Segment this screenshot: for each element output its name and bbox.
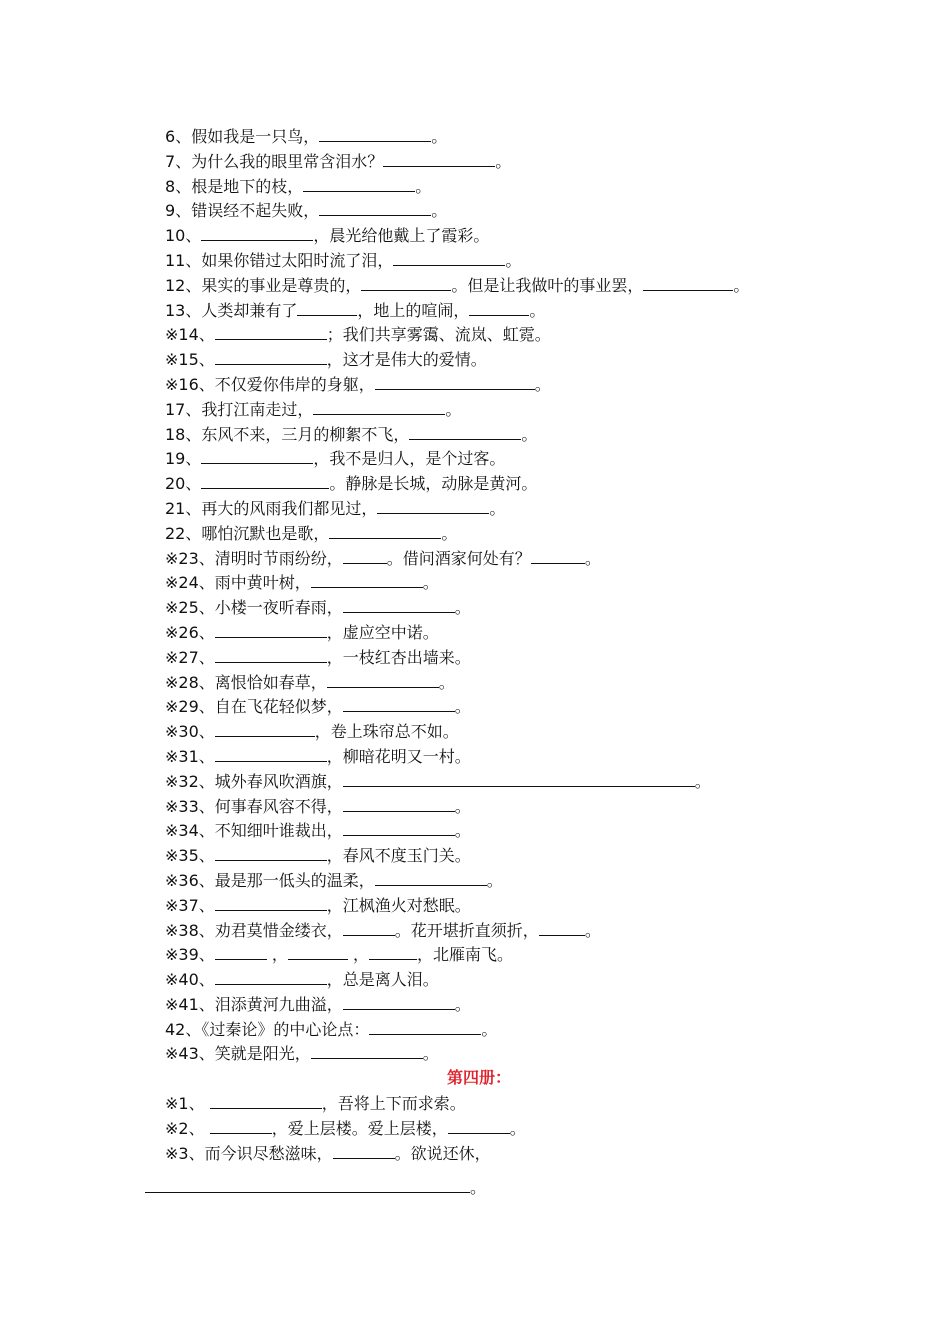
item-text: 最是那一低头的温柔，: [214, 870, 375, 890]
item-separator: 、: [175, 201, 192, 221]
item-text: 笑就是阳光，: [214, 1044, 311, 1064]
item-separator: 、: [185, 226, 202, 246]
item-number: 6: [165, 127, 176, 146]
item-text: ，虚应空中诺。: [326, 622, 439, 642]
item-separator: 、: [185, 523, 202, 543]
item-number: 10: [165, 226, 186, 246]
item-text: 。花开堪折直须折，: [394, 920, 539, 940]
item-text: 。: [441, 523, 458, 543]
exercise-item: [165, 620, 865, 645]
exercise-item: [165, 843, 865, 868]
item-text: 。: [534, 374, 551, 394]
item-separator: 、: [198, 697, 215, 717]
fill-blank[interactable]: [393, 248, 505, 266]
item-number: 9: [165, 201, 176, 221]
fill-blank[interactable]: [319, 124, 431, 142]
exercise-item: [165, 198, 865, 223]
exercise-item: [165, 1041, 865, 1066]
item-text: 。: [422, 573, 439, 593]
fill-blank[interactable]: [210, 1091, 322, 1109]
fill-blank[interactable]: [215, 843, 327, 861]
item-number: 22: [165, 523, 186, 543]
fill-blank[interactable]: [369, 1017, 481, 1035]
item-number: 18: [165, 424, 186, 444]
item-number: ※34: [165, 821, 199, 841]
exercise-item: [165, 818, 865, 843]
item-text: ，爱上层楼。爱上层楼，: [271, 1118, 448, 1138]
item-text: 。: [454, 697, 471, 717]
exercise-item: [165, 942, 865, 967]
exercise-item: [165, 744, 865, 769]
exercise-item: [165, 645, 865, 670]
item-separator: 、: [198, 672, 215, 692]
item-number: ※27: [165, 647, 199, 667]
item-number: ※15: [165, 350, 199, 370]
fill-blank[interactable]: [343, 769, 695, 787]
fill-blank[interactable]: [201, 446, 313, 464]
item-text: 。: [454, 994, 471, 1014]
item-number: ※33: [165, 796, 199, 816]
item-separator: 、: [198, 870, 215, 890]
item-separator: 、: [185, 300, 202, 320]
item-text: 。: [454, 821, 471, 841]
fill-blank[interactable]: [448, 1116, 510, 1134]
fill-blank[interactable]: [303, 174, 415, 192]
item-number: 19: [165, 449, 186, 469]
item-number: ※43: [165, 1044, 199, 1064]
item-text: 。: [431, 127, 448, 146]
item-separator: 、: [185, 498, 202, 518]
fill-blank[interactable]: [343, 595, 455, 613]
item-number: ※31: [165, 746, 199, 766]
fill-blank[interactable]: [313, 397, 445, 415]
item-text: 。: [584, 548, 601, 568]
exercise-item: [165, 694, 865, 719]
exercise-item: [165, 322, 865, 347]
fill-blank[interactable]: [215, 744, 327, 762]
item-separator: 、: [188, 1143, 205, 1163]
item-number: ※35: [165, 846, 199, 866]
exercise-item: [165, 595, 865, 620]
exercise-item: [165, 670, 865, 695]
item-text: 。: [521, 424, 538, 444]
item-separator: 、: [198, 821, 215, 841]
exercise-item: [165, 124, 865, 149]
item-number: ※3: [165, 1143, 189, 1163]
item-text: 果实的事业是尊贵的，: [201, 275, 362, 295]
exercise-item: [165, 893, 865, 918]
item-number: 13: [165, 300, 186, 320]
fill-blank[interactable]: [201, 471, 329, 489]
item-text: ，卷上珠帘总不如。: [314, 722, 459, 742]
item-separator: 、: [175, 127, 192, 146]
item-number: ※37: [165, 895, 199, 915]
item-separator: 、: [198, 1044, 215, 1064]
item-text: 城外春风吹酒旗，: [214, 771, 343, 791]
exercise-item: [165, 1116, 865, 1141]
exercise-item: [165, 719, 865, 744]
item-text: 。: [529, 300, 546, 320]
item-text: 。: [415, 176, 432, 196]
item-text: ，: [347, 945, 369, 965]
exercise-item: [165, 794, 865, 819]
fill-blank[interactable]: [210, 1116, 272, 1134]
item-separator: 、: [188, 1118, 205, 1138]
item-text: 如果你错过太阳时流了泪，: [201, 250, 394, 270]
item-text: 。: [505, 250, 522, 270]
fill-blank[interactable]: [531, 546, 585, 564]
fill-blank[interactable]: [201, 223, 313, 241]
item-number: ※2: [165, 1118, 189, 1138]
item-separator: 、: [198, 374, 215, 394]
item-number: 8: [165, 176, 176, 196]
item-text: 。: [422, 1044, 439, 1064]
exercise-item: [165, 496, 865, 521]
item-text: 何事春风容不得，: [214, 796, 343, 816]
item-text: 。: [454, 598, 471, 618]
fill-blank[interactable]: [297, 298, 357, 316]
exercise-item: [165, 967, 865, 992]
fill-blank[interactable]: [327, 670, 439, 688]
item-text: 清明时节雨纷纷，: [214, 548, 343, 568]
section-title: 第四册：: [447, 1068, 512, 1088]
fill-blank[interactable]: [215, 620, 327, 638]
exercise-item: [165, 1141, 865, 1166]
item-text: 。: [584, 920, 601, 940]
item-separator: 、: [185, 250, 202, 270]
item-separator: 、: [198, 920, 215, 940]
exercise-item: [165, 1091, 865, 1116]
exercise-item: [165, 174, 865, 199]
item-separator: 、: [198, 746, 215, 766]
item-text: ，春风不度玉门关。: [326, 846, 471, 866]
exercise-item: [165, 1017, 865, 1042]
exercise-item: [165, 347, 865, 372]
item-text: ，江枫渔火对愁眠。: [326, 895, 471, 915]
item-text: ，总是离人泪。: [326, 970, 439, 990]
fill-blank[interactable]: [215, 322, 327, 340]
item-text: 自在飞花轻似梦，: [214, 697, 343, 717]
continuation-line: [145, 1175, 486, 1199]
fill-blank[interactable]: [215, 347, 327, 365]
item-number: 17: [165, 399, 186, 419]
item-separator: 、: [198, 846, 215, 866]
item-separator: 、: [198, 647, 215, 667]
item-text: 。: [481, 1019, 498, 1039]
fill-blank[interactable]: [409, 422, 521, 440]
item-text: 。但是让我做叶的事业罢，: [451, 275, 644, 295]
fill-blank[interactable]: [375, 868, 487, 886]
fill-blank[interactable]: [215, 967, 327, 985]
item-text: 《过秦论》的中心论点：: [201, 1019, 370, 1039]
exercise-item: [165, 372, 865, 397]
item-text: 不仅爱你伟岸的身躯，: [214, 374, 375, 394]
item-number: ※36: [165, 870, 199, 890]
item-separator: 、: [198, 325, 215, 345]
item-number: ※1: [165, 1094, 189, 1114]
item-text: 而今识尽愁滋味，: [204, 1143, 333, 1163]
exercise-item: [165, 546, 865, 571]
item-text: 。: [438, 672, 455, 692]
item-text: ，柳暗花明又一村。: [326, 746, 471, 766]
item-text: 人类却兼有了: [201, 300, 298, 320]
item-text: 。: [509, 1118, 526, 1138]
item-text: 东风不来，三月的柳絮不飞，: [201, 424, 410, 444]
fill-blank[interactable]: [343, 992, 455, 1010]
item-text: 。: [733, 275, 750, 295]
item-text: ，一枝红杏出墙来。: [326, 647, 471, 667]
item-separator: 、: [198, 598, 215, 618]
item-separator: 、: [198, 350, 215, 370]
item-text: 泪添黄河九曲溢，: [214, 994, 343, 1014]
item-separator: 、: [198, 548, 215, 568]
item-number: ※23: [165, 548, 199, 568]
fill-blank[interactable]: [643, 273, 733, 291]
exercise-item: [165, 446, 865, 471]
item-number: ※30: [165, 722, 199, 742]
item-separator: 、: [198, 622, 215, 642]
item-number: ※26: [165, 622, 199, 642]
item-separator: 、: [188, 1094, 205, 1114]
item-number: ※38: [165, 920, 199, 940]
item-number: 11: [165, 250, 186, 270]
item-text: ，吾将上下而求索。: [321, 1094, 466, 1114]
item-number: ※29: [165, 697, 199, 717]
fill-blank[interactable]: [361, 273, 451, 291]
fill-blank[interactable]: [369, 942, 417, 960]
item-text: 。: [489, 498, 506, 518]
fill-blank[interactable]: [343, 918, 395, 936]
fill-blank[interactable]: [343, 818, 455, 836]
item-separator: 、: [185, 399, 202, 419]
item-text: 离恨恰如春草，: [214, 672, 327, 692]
item-text: 。: [470, 1178, 487, 1197]
item-number: ※40: [165, 970, 199, 990]
item-separator: 、: [198, 573, 215, 593]
item-text: 。: [694, 771, 711, 791]
item-text: 劝君莫惜金缕衣，: [214, 920, 343, 940]
item-text: 。借问酒家何处有？: [386, 548, 531, 568]
fill-blank[interactable]: [288, 942, 348, 960]
exercise-item: [165, 471, 865, 496]
exercise-item: [165, 918, 865, 943]
item-text: 假如我是一只鸟，: [191, 127, 320, 146]
item-text: 再大的风雨我们都见过，: [201, 498, 378, 518]
item-separator: 、: [198, 945, 215, 965]
item-number: 42: [165, 1019, 186, 1039]
fill-blank[interactable]: [383, 149, 495, 167]
item-text: 。: [431, 201, 448, 221]
fill-blank[interactable]: [145, 1175, 470, 1193]
fill-blank[interactable]: [377, 496, 489, 514]
fill-blank[interactable]: [215, 719, 315, 737]
item-number: ※39: [165, 945, 199, 965]
item-number: ※41: [165, 994, 199, 1014]
exercise-item: [165, 149, 865, 174]
item-number: ※25: [165, 598, 199, 618]
fill-blank[interactable]: [343, 794, 455, 812]
exercise-item: [165, 868, 865, 893]
item-text: ，晨光给他戴上了霞彩。: [313, 226, 490, 246]
item-text: ，地上的喧闹，: [357, 300, 470, 320]
item-text: 小楼一夜听春雨，: [214, 598, 343, 618]
exercise-item: [165, 273, 865, 298]
item-text: 。: [454, 796, 471, 816]
item-separator: 、: [175, 176, 192, 196]
item-text: ；我们共享雾霭、流岚、虹霓。: [326, 325, 551, 345]
exercise-list: [165, 124, 865, 1165]
item-text: 。静脉是长城，动脉是黄河。: [329, 474, 538, 494]
item-separator: 、: [198, 796, 215, 816]
exercise-item: [165, 992, 865, 1017]
item-separator: 、: [185, 449, 202, 469]
item-text: 。: [445, 399, 462, 419]
item-text: 。欲说还休，: [394, 1143, 491, 1163]
item-text: 。: [486, 870, 503, 890]
item-number: 20: [165, 474, 186, 494]
item-separator: 、: [185, 1019, 202, 1039]
fill-blank[interactable]: [343, 694, 455, 712]
item-separator: 、: [185, 424, 202, 444]
item-separator: 、: [198, 970, 215, 990]
item-number: ※28: [165, 672, 199, 692]
fill-blank[interactable]: [343, 546, 387, 564]
item-text: 哪怕沉默也是歌，: [201, 523, 330, 543]
item-text: ，: [266, 945, 288, 965]
item-separator: 、: [198, 771, 215, 791]
item-text: ，北雁南飞。: [416, 945, 513, 965]
fill-blank[interactable]: [539, 918, 585, 936]
fill-blank[interactable]: [311, 570, 423, 588]
item-separator: 、: [198, 722, 215, 742]
exercise-item: [165, 521, 865, 546]
item-separator: 、: [185, 474, 202, 494]
item-number: 12: [165, 275, 186, 295]
exercise-item: [165, 570, 865, 595]
fill-blank[interactable]: [329, 521, 441, 539]
exercise-item: [165, 397, 865, 422]
item-text: ，我不是归人，是个过客。: [313, 449, 506, 469]
item-separator: 、: [198, 895, 215, 915]
item-text: 雨中黄叶树，: [214, 573, 311, 593]
item-separator: 、: [185, 275, 202, 295]
item-text: 不知细叶谁裁出，: [214, 821, 343, 841]
item-number: ※14: [165, 325, 199, 345]
exercise-item: [165, 422, 865, 447]
fill-blank[interactable]: [375, 372, 535, 390]
exercise-item: [165, 248, 865, 273]
item-text: 根是地下的枝，: [191, 176, 304, 196]
exercise-item: [165, 769, 865, 794]
item-text: ，这才是伟大的爱情。: [326, 350, 487, 370]
item-number: 7: [165, 151, 176, 171]
item-number: 21: [165, 498, 186, 518]
item-text: 。: [495, 151, 512, 171]
fill-blank[interactable]: [215, 893, 327, 911]
item-separator: 、: [175, 151, 192, 171]
fill-blank[interactable]: [215, 645, 327, 663]
fill-blank[interactable]: [215, 942, 267, 960]
item-separator: 、: [198, 994, 215, 1014]
exercise-item: [165, 223, 865, 248]
item-number: ※16: [165, 374, 199, 394]
fill-blank[interactable]: [311, 1041, 423, 1059]
item-number: ※24: [165, 573, 199, 593]
fill-blank[interactable]: [469, 298, 529, 316]
item-text: 错误经不起失败，: [191, 201, 320, 221]
fill-blank[interactable]: [319, 198, 431, 216]
item-text: 为什么我的眼里常含泪水？: [191, 151, 384, 171]
exercise-item: [165, 298, 865, 323]
item-text: 我打江南走过，: [201, 399, 314, 419]
fill-blank[interactable]: [333, 1141, 395, 1159]
item-number: ※32: [165, 771, 199, 791]
